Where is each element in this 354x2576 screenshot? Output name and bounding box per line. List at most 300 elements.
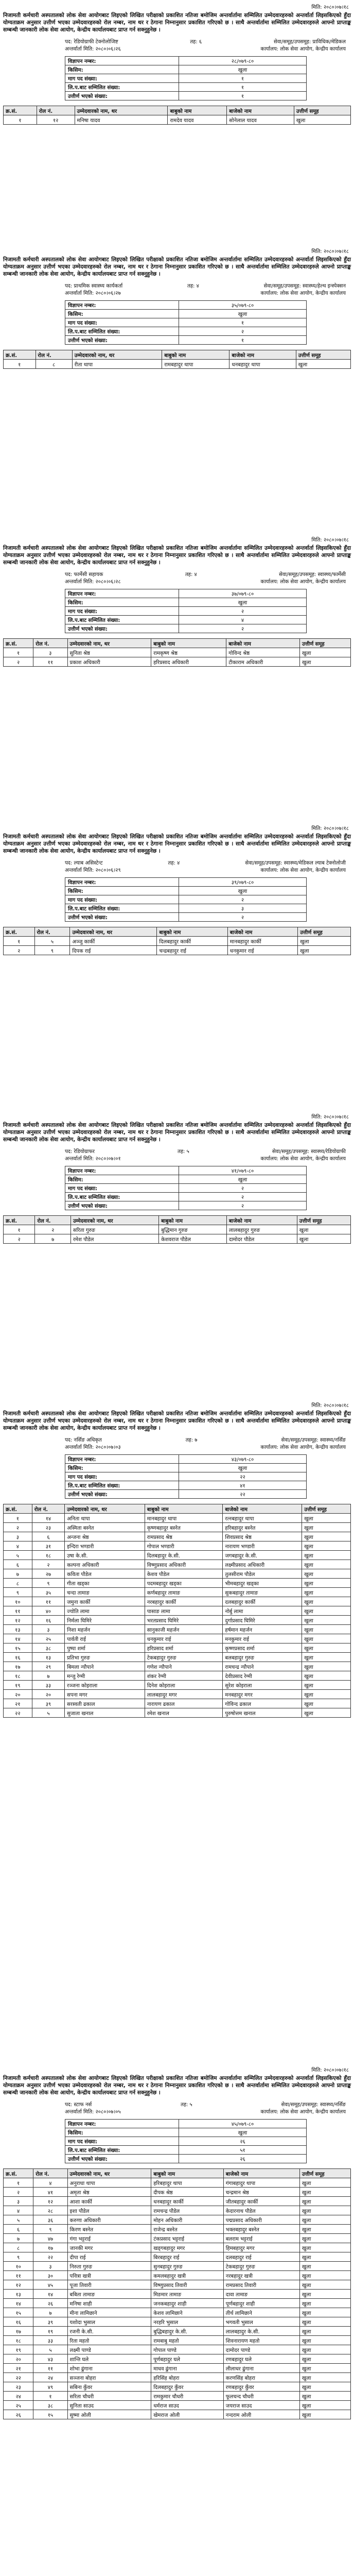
interview-date [65, 866, 121, 873]
table-cell: दिपक राई [70, 946, 157, 955]
summary-value: २२ [179, 1472, 307, 1481]
notice-date: मिति: २०८०।०७।१८ [311, 5, 349, 10]
table-cell: मनिषा शाही [67, 2299, 151, 2308]
table-cell: खुला [302, 1606, 351, 1616]
table-cell: २ [32, 1560, 64, 1569]
column-header: बाजेको नाम [226, 639, 300, 648]
table-cell: पदमबहादुर खड्का [145, 1579, 223, 1588]
table-cell: धनबहादुर कार्की [151, 2197, 224, 2206]
table-cell: १४ [4, 2299, 33, 2308]
notice-date: मिति: २०८०।०७।१८ [311, 537, 349, 543]
table-cell: भरतप्रसाद घिमिरे [145, 1616, 223, 1625]
table-cell: १ [4, 648, 33, 657]
table-cell: जीतबहादुर कार्की [223, 2197, 299, 2206]
summary-value: खुला [179, 2128, 307, 2137]
result-section [3, 3, 351, 129]
summary-row [65, 607, 307, 616]
summary-value: ४३/०७९-८० [179, 1455, 307, 1464]
table-cell: २९ [32, 1662, 64, 1671]
table-cell: ५ [34, 937, 70, 946]
table-cell: माधव ढुंगाना [151, 2364, 224, 2373]
notice-paragraph: निजामती कर्मचारी अस्पतालको लोक सेवा आयोगबाट लिइएको लिखित परीक्षाको प्रकाशित नतिजा बमोजिम अन्तर्वार्तामा सम्मिलित उम्मेदवारहरुको अन्तर्वार्ता लिइसकिएको हुँदा योग्यताक्रम अनुसार उत्तीर्ण भएका उम्मेदवारहरुको रोल नम्बर, नाम थर र ठेगाना निम्नानुसार प्रकाशित गरिएको छ । साथै अन्तर्वार्तामा सम्मिलित उम्मेदवारहरुले आफ्नो प्राप्ताङ्क सम्बन्धी जानकारी लोक सेवा आयोग, केन्द्रीय कार्यालयबाट प्राप्त गर्न सक्नुहुनेछ । [3, 545, 351, 566]
table-cell: तीर्थ लामिछाने [223, 2308, 299, 2317]
column-header: बाजेको नाम [227, 106, 294, 115]
summary-value: २२ [179, 1490, 307, 1499]
table-cell: ६ [32, 1532, 64, 1541]
table-cell: सोनेलाल यादव [227, 115, 294, 125]
table-cell: केशव लामिछाने [151, 2308, 224, 2317]
table-cell: २३ [4, 2382, 33, 2392]
table-cell: ९ [32, 1579, 64, 1588]
summary-row [65, 913, 307, 922]
table-cell: आशा कार्की [67, 2197, 151, 2206]
table-cell: खुला [302, 1551, 351, 1560]
post-service: सेवा/समूह/उपसमूह: स्वास्थ्य/नर्सिङ [281, 2102, 346, 2108]
summary-label: विज्ञापन नम्बर: [65, 878, 179, 887]
table-header-row [4, 1504, 351, 1514]
table-cell: १७ [4, 1662, 32, 1671]
column-header: बाजेको नाम [226, 1216, 297, 1225]
table-row [4, 2290, 351, 2299]
table-row [4, 657, 351, 667]
table-cell: खुला [302, 1690, 351, 1699]
column-header: बाबुको नाम [159, 1216, 227, 1225]
table-row [4, 2234, 351, 2243]
table-cell: खुला [299, 2243, 350, 2252]
table-cell: कर्णबहादुर तामाङ [145, 1588, 223, 1597]
notice-paragraph: निजामती कर्मचारी अस्पतालको लोक सेवा आयोगबाट लिइएको लिखित परीक्षाको प्रकाशित नतिजा बमोजिम अन्तर्वार्तामा सम्मिलित उम्मेदवारहरुको अन्तर्वार्ता लिइसकिएको हुँदा योग्यताक्रम अनुसार उत्तीर्ण भएका उम्मेदवारहरुको रोल नम्बर, नाम थर र ठेगाना निम्नानुसार प्रकाशित गरिएको छ । साथै अन्तर्वार्तामा सम्मिलित उम्मेदवारहरुले आफ्नो प्राप्ताङ्क सम्बन्धी जानकारी लोक सेवा आयोग, केन्द्रीय कार्यालयबाट प्राप्त गर्न सक्नुहुनेछ । [3, 834, 351, 854]
table-cell: कमलबहादुर खत्री [151, 2271, 224, 2280]
summary-row [65, 895, 307, 904]
table-cell: खुला [299, 2382, 350, 2392]
summary-value: २ [179, 913, 307, 922]
summary-value: खुला [179, 65, 307, 74]
table-cell: निशा महर्जन [65, 1625, 145, 1634]
table-cell: ३ [32, 1625, 64, 1634]
summary-value: २ [179, 607, 307, 616]
table-cell: ९ [4, 2252, 33, 2262]
result-section [3, 2066, 351, 2424]
table-cell: कृष्णबहादुर बस्नेत [145, 1523, 223, 1532]
table-cell: पुष्पा शर्मा [65, 1643, 145, 1653]
table-row [4, 2410, 351, 2419]
table-cell: पार्वती राई [65, 1634, 145, 1643]
table-cell: ३८ [33, 2401, 67, 2410]
table-row [4, 2262, 351, 2271]
table-row [4, 2354, 351, 2364]
table-cell: ११ [33, 657, 67, 667]
table-cell: ६ [4, 1560, 32, 1569]
column-header: बाबुको नाम [151, 2169, 224, 2178]
table-cell: अञ्जु कार्की [70, 937, 157, 946]
table-cell: ८ [4, 2243, 33, 2252]
table-cell: १० [4, 2262, 33, 2271]
table-cell: खुला [299, 2401, 350, 2410]
summary-value: २ [179, 895, 307, 904]
table-row [4, 1616, 351, 1625]
summary-label: माग पद संख्या: [65, 1472, 179, 1481]
table-cell: लक्ष्मी पाण्डे [67, 2345, 151, 2354]
summary-row [65, 1184, 307, 1193]
table-cell: १ [4, 1514, 32, 1523]
table-cell: १५ [4, 2308, 33, 2317]
post-posts: पद: फार्मेसी सहायक [65, 572, 103, 578]
table-cell: ३३ [32, 1681, 64, 1690]
summary-label: विज्ञापन नम्बर: [65, 1455, 179, 1464]
table-cell: ५ [32, 1708, 64, 1718]
table-cell: १३ [4, 1625, 32, 1634]
table-cell: २ [4, 657, 33, 667]
table-cell: २० [4, 2354, 33, 2364]
table-cell: खुला [297, 1234, 350, 1244]
table-cell: रीता थापा [72, 360, 162, 369]
table-cell: ३० [33, 2271, 67, 2280]
table-cell: नरहरि भुसाल [151, 2317, 224, 2327]
table-cell: बलराम भट्टराई [223, 2234, 299, 2243]
table-cell: १ [4, 2178, 33, 2188]
table-cell: रञ्जना कोइराला [65, 1681, 145, 1690]
table-cell: ४० [32, 1606, 64, 1616]
interview-date-label: अन्तर्वार्ता मिति: [65, 868, 94, 873]
table-cell: खुला [302, 1588, 351, 1597]
table-cell: सरस्वती ढकाल [65, 1699, 145, 1708]
table-cell: देवीप्रसाद रेग्मी [223, 1671, 302, 1681]
table-cell: सानुकाजी महर्जन [145, 1625, 223, 1634]
interview-date-label: अन्तर्वार्ता मिति: [65, 46, 94, 52]
table-cell: पूर्णबहादुर घले [151, 2354, 224, 2364]
table-cell: टेकबहादुर गुरुङ [223, 2262, 299, 2271]
interview-meta-line [65, 2108, 346, 2115]
table-cell: रत्नबहादुर थापा [223, 1514, 302, 1523]
post-posts: पद: रेडियोग्राफर [65, 1149, 95, 1155]
table-cell: निर्मला घिमिरे [65, 1616, 145, 1625]
table-cell: भगवती भुसाल [223, 2317, 299, 2327]
table-cell: १ [4, 360, 36, 369]
table-header-row [4, 927, 351, 937]
column-header: रोल नं. [36, 350, 72, 360]
summary-table [65, 56, 307, 100]
summary-label: लि.प.बाट सम्मिलित संख्या: [65, 904, 179, 913]
table-cell: ११ [4, 2271, 33, 2280]
table-cell: अन्जना श्रेष्ठ [65, 1532, 145, 1541]
table-cell: उषा के.सी. [65, 1551, 145, 1560]
table-cell: खुला [302, 1643, 351, 1653]
post-info-line [65, 570, 346, 578]
summary-label: किसिम: [65, 1175, 179, 1184]
table-cell: २२ [4, 2373, 33, 2382]
table-cell: केदारनाथ पौडेल [223, 2206, 299, 2215]
table-cell: मन्जु रेग्मी [65, 1671, 145, 1681]
table-cell: हरिप्रसाद अधिकारी [151, 657, 226, 667]
table-row [4, 2336, 351, 2345]
interview-date [65, 289, 121, 296]
interview-meta-line [65, 1443, 346, 1450]
table-cell: २० [32, 1690, 64, 1699]
interview-date-label: अन्तर्वार्ता मिति: [65, 579, 94, 585]
table-cell: ३९ [33, 2317, 67, 2327]
table-cell: ४१ [33, 2188, 67, 2197]
table-cell: फूलचन्द चौधरी [223, 2392, 299, 2401]
table-row [4, 1523, 351, 1532]
table-cell: दुर्गाप्रसाद घिमिरे [223, 1616, 302, 1625]
table-cell: सुजाता खनाल [65, 1708, 145, 1718]
table-cell: सुकबहादुर तामाङ [223, 1588, 302, 1597]
post-level: तह: ४ [185, 572, 197, 578]
table-cell: विष्णुप्रसाद तिवारी [151, 2280, 224, 2290]
column-header: बाबुको नाम [157, 927, 227, 937]
table-cell: जगबहादुर के.सी. [223, 1551, 302, 1560]
table-cell: निरुता गुरुङ [67, 2262, 151, 2271]
summary-value: ३७/०७९-८० [179, 589, 307, 598]
summary-row [65, 301, 307, 310]
summary-value: २ [179, 1184, 307, 1193]
table-cell: गीता खड्का [65, 1579, 145, 1588]
table-row [4, 2308, 351, 2317]
table-cell: ३ [4, 2197, 33, 2206]
summary-label: माग पद संख्या: [65, 2137, 179, 2146]
summary-label: लि.प.बाट सम्मिलित संख्या: [65, 83, 179, 92]
interview-date-value: २०८०।०६।२८ [95, 579, 121, 585]
table-cell: मानबहादुर कार्की [227, 937, 297, 946]
table-header-row [4, 350, 351, 360]
result-section [3, 1113, 351, 1248]
table-cell: दिनेश कोइराला [145, 1681, 223, 1690]
summary-value: खुला [179, 1464, 307, 1472]
summary-row [65, 1201, 307, 1210]
table-cell: २५ [4, 2401, 33, 2410]
table-cell: पद्मप्रसाद अधिकारी [223, 2215, 299, 2225]
column-header: बाजेको नाम [227, 927, 297, 937]
table-cell: धनबहादुर थापा [229, 360, 296, 369]
table-cell: भीमबहादुर खड्का [223, 1579, 302, 1588]
post-service: सेवा/समूह/उपसमूह: स्वास्थ्य/हेल्थ इन्स्पेक्सन [263, 283, 346, 289]
table-cell: खुला [302, 1699, 351, 1708]
table-cell: ४ [4, 1541, 32, 1551]
table-row [4, 946, 351, 955]
table-cell: खुला [299, 2280, 350, 2290]
summary-label: उत्तीर्ण भएको संख्या: [65, 913, 179, 922]
table-cell: खुला [302, 1523, 351, 1532]
summary-value: २८/०७९-८० [179, 57, 307, 65]
table-row [4, 1579, 351, 1588]
summary-row [65, 57, 307, 65]
table-cell: नारायण ढकाल [145, 1699, 223, 1708]
table-cell: २६ [33, 2299, 67, 2308]
summary-row [65, 2128, 307, 2137]
summary-label: लि.प.बाट सम्मिलित संख्या: [65, 1193, 179, 1201]
interview-date-label: अन्तर्वार्ता मिति: [65, 1156, 94, 1162]
table-cell: करणसिंह बोहरा [223, 2373, 299, 2382]
table-cell: पूर्णबहादुर शाही [223, 2299, 299, 2308]
table-cell: इशा पौडेल [67, 2206, 151, 2215]
summary-row [65, 1481, 307, 1490]
summary-value: ४१/०७९-८० [179, 1166, 307, 1175]
interview-date-label: अन्तर्वार्ता मिति: [65, 1445, 94, 1450]
table-cell: खुला [302, 1597, 351, 1606]
table-cell: करुणा अधिकारी [67, 2215, 151, 2225]
summary-row [65, 318, 307, 327]
table-cell: रामबहादुर थापा [162, 360, 229, 369]
summary-table [65, 300, 307, 345]
table-cell: शान्ति घले [67, 2354, 151, 2364]
table-header-row [4, 1216, 351, 1225]
table-cell: बलबहादुर गुरुङ [223, 1653, 302, 1662]
table-cell: रामदेव यादव [168, 115, 227, 125]
table-cell: ९ [33, 2225, 67, 2234]
table-cell: गोविन्द श्रेष्ठ [226, 648, 300, 657]
table-cell: १८ [4, 1671, 32, 1681]
table-row [4, 1708, 351, 1718]
table-cell: मीना लामिछाने [67, 2308, 151, 2317]
table-cell: सुनिता श्रेष्ठ [67, 648, 151, 657]
table-cell: धर्मराज साउद [151, 2401, 224, 2410]
table-cell: १३ [4, 2290, 33, 2299]
table-cell: १७ [4, 2327, 33, 2336]
table-cell: खुला [299, 2252, 350, 2262]
table-cell: शिवनारायण महतो [223, 2336, 299, 2345]
summary-row [65, 589, 307, 598]
table-cell: खुला [299, 648, 350, 657]
table-cell: रामप्रसाद तिवारी [223, 2280, 299, 2290]
table-cell: ३५ [32, 1588, 64, 1597]
summary-table [65, 1166, 307, 1210]
post-info-line [65, 1436, 346, 1443]
table-cell: ७ [32, 1671, 64, 1681]
table-cell: दिलबहादुर कार्की [157, 937, 227, 946]
table-cell: सुरेश कोइराला [223, 1681, 302, 1690]
table-row [4, 1225, 351, 1234]
post-service: सेवा/समूह/उपसमूह: स्वास्थ्य/मेडिकल ल्याब टेक्नोलोजी [245, 860, 346, 866]
column-header: रोल नं. [32, 1504, 64, 1514]
table-cell: लक्ष्मीप्रसाद अधिकारी [223, 1560, 302, 1569]
notice-date: मिति: २०८०।०७।१८ [311, 1403, 349, 1409]
summary-label: माग पद संख्या: [65, 318, 179, 327]
table-cell: खुला [299, 2271, 350, 2280]
table-cell: १८ [4, 2336, 33, 2345]
table-cell: २ [4, 1234, 35, 1244]
notice-date: मिति: २०८०।०७।१८ [311, 826, 349, 832]
table-cell: खुला [299, 2364, 350, 2373]
summary-label: लि.प.बाट सम्मिलित संख्या: [65, 1481, 179, 1490]
table-row [4, 115, 351, 125]
table-cell: खुला [302, 1569, 351, 1579]
table-cell: खेमराज ओली [151, 2410, 224, 2419]
column-header: बाबुको नाम [151, 639, 226, 648]
column-header: बाबुको नाम [168, 106, 227, 115]
summary-label: किसिम: [65, 1464, 179, 1472]
summary-row [65, 616, 307, 624]
summary-value: खुला [179, 598, 307, 607]
post-info-line [65, 282, 346, 289]
table-cell: खुला [299, 2327, 350, 2336]
summary-label: उत्तीर्ण भएको संख्या: [65, 624, 179, 633]
table-cell: पुरुषोत्तम खनाल [223, 1708, 302, 1718]
table-cell: राजेन्द्र बस्नेत [151, 2225, 224, 2234]
table-cell: नरबहादुर खत्री [223, 2271, 299, 2280]
table-cell: ४५ [33, 2280, 67, 2290]
summary-label: माग पद संख्या: [65, 74, 179, 83]
summary-value: ३५/०७९-८० [179, 301, 307, 310]
interview-meta-line [65, 45, 346, 52]
result-section [3, 536, 351, 671]
summary-value: खुला [179, 310, 307, 318]
summary-label: लि.प.बाट सम्मिलित संख्या: [65, 327, 179, 336]
table-cell: खुला [302, 1671, 351, 1681]
column-header: बाबुको नाम [145, 1504, 223, 1514]
column-header: रोल नं. [33, 2169, 67, 2178]
table-row [4, 1690, 351, 1699]
table-cell: १९ [4, 1681, 32, 1690]
table-cell: प्रतिभा गुरुङ [65, 1653, 145, 1662]
table-header-row [4, 106, 351, 115]
table-cell: ३३ [33, 2336, 67, 2345]
column-header: उम्मेदवारको नाम, थर [65, 1504, 145, 1514]
table-cell: २ [35, 1225, 71, 1234]
post-posts: पद: रेडियोग्राफी टेक्नोलोजिष्ट [65, 39, 118, 45]
summary-value: १ [179, 92, 307, 100]
notice-date: मिति: २०८०।०७।१८ [311, 249, 349, 255]
column-header: बाबुको नाम [162, 350, 229, 360]
table-cell: दलबहादुर राई [223, 2252, 299, 2262]
summary-row [65, 327, 307, 336]
summary-label: उत्तीर्ण भएको संख्या: [65, 1490, 179, 1499]
table-row [4, 1597, 351, 1606]
table-row [4, 1671, 351, 1681]
table-cell: चन्द्रबहादुर राई [157, 946, 227, 955]
summary-table [65, 2119, 307, 2163]
table-cell: पासाङ लामा [145, 1606, 223, 1616]
table-cell: मिङमार तामाङ [151, 2290, 224, 2299]
table-row [4, 1653, 351, 1662]
table-row [4, 937, 351, 946]
column-header: क्र.सं. [4, 639, 33, 648]
table-cell: १९ [33, 2327, 67, 2336]
table-cell: १४ [33, 2290, 67, 2299]
office-label: कार्यालय: लोक सेवा आयोग, केन्द्रीय कार्यालय [260, 868, 346, 873]
summary-row [65, 336, 307, 345]
summary-value: २ [179, 327, 307, 336]
table-cell: हरिबहादुर थापा [151, 2178, 224, 2188]
summary-value: ४ [179, 616, 307, 624]
table-cell: सुनिता साउद [67, 2401, 151, 2410]
column-header: उम्मेदवारको नाम, थर [75, 106, 168, 115]
summary-row [65, 2155, 307, 2163]
table-cell: इन्दिरा भण्डारी [65, 1541, 145, 1551]
summary-label: उत्तीर्ण भएको संख्या: [65, 1201, 179, 1210]
table-cell: रणबहादुर घले [223, 2354, 299, 2364]
table-cell: ३८ [32, 1643, 64, 1653]
table-cell: रमेश पौडेल [71, 1234, 159, 1244]
summary-row [65, 598, 307, 607]
table-cell: रामबाबु महतो [151, 2336, 224, 2345]
table-cell: खुला [302, 1579, 351, 1588]
table-cell: १ [4, 1225, 35, 1234]
table-cell: खुला [302, 1560, 351, 1569]
table-cell: नोर्बु लामा [223, 1606, 302, 1616]
table-row [4, 1234, 351, 1244]
table-cell: सुनबहादुर गुरुङ [151, 2262, 224, 2271]
table-cell: २१ [4, 1699, 32, 1708]
table-cell: १२ [33, 2197, 67, 2206]
post-service: सेवा/समूह/उपसमूह: प्राविधिक/मेडिकल [273, 39, 346, 45]
table-cell: १८ [32, 1551, 64, 1560]
summary-label: माग पद संख्या: [65, 895, 179, 904]
column-header: क्र.सं. [4, 350, 36, 360]
post-info-line [65, 38, 346, 45]
table-cell: बुद्धिबहादुर के.सी. [151, 2327, 224, 2336]
table-cell: गोपाल भण्डारी [145, 1541, 223, 1551]
notice-paragraph: निजामती कर्मचारी अस्पतालको लोक सेवा आयोगबाट लिइएको लिखित परीक्षाको प्रकाशित नतिजा बमोजिम अन्तर्वार्तामा सम्मिलित उम्मेदवारहरुको अन्तर्वार्ता लिइसकिएको हुँदा योग्यताक्रम अनुसार उत्तीर्ण भएका उम्मेदवारहरुको रोल नम्बर, नाम थर र ठेगाना निम्नानुसार प्रकाशित गरिएको छ । साथै अन्तर्वार्तामा सम्मिलित उम्मेदवारहरुले आफ्नो प्राप्ताङ्क सम्बन्धी जानकारी लोक सेवा आयोग, केन्द्रीय कार्यालयबाट प्राप्त गर्न सक्नुहुनेछ । [3, 1411, 351, 1431]
